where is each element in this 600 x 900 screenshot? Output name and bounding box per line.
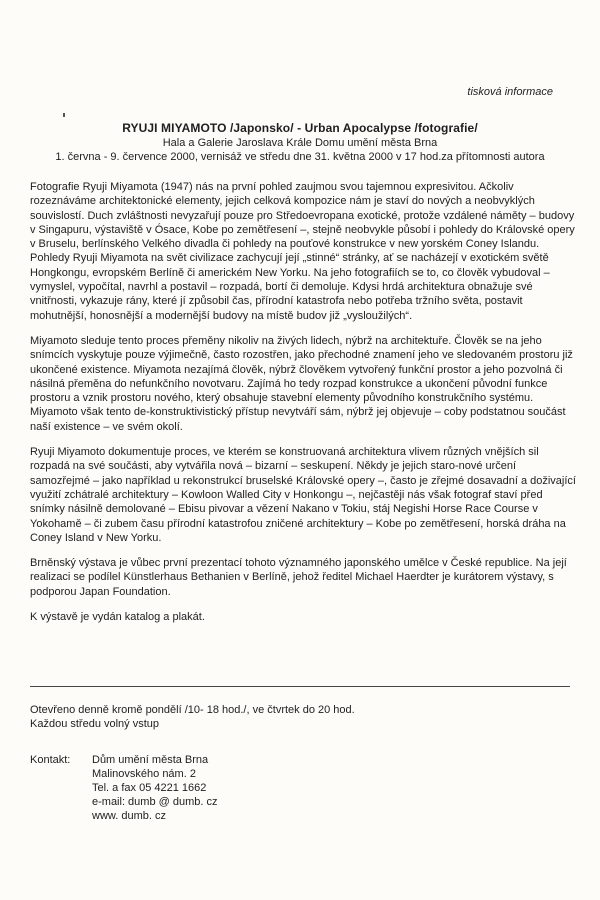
contact-website: www. dumb. cz — [92, 810, 166, 822]
contact-email: e-mail: dumb @ dumb. cz — [92, 796, 218, 808]
contact-phone: Tel. a fax 05 4221 1662 — [92, 782, 207, 794]
document-type-label: tisková informace — [467, 86, 553, 98]
contact-details — [92, 753, 392, 823]
paragraph-5: K výstavě je vydán katalog a plakát. — [30, 611, 205, 624]
header — [30, 121, 570, 163]
contact-institution: Dům umění města Brna — [92, 754, 209, 766]
free-entry-line: Každou středu volný vstup — [30, 718, 160, 730]
contact-address: Malinovského nám. 2 — [92, 768, 196, 780]
paragraph-4: Brněnský výstava je vůbec první prezentací tohoto významného japonského umělce v České republice. Na její realizaci se podílel Künstlerhaus Bethanien v Berlíně, jehož ředitel Michael Haerdter je kurátorem výstavy, s podporou Japan Foundation. — [30, 557, 567, 598]
divider — [30, 686, 570, 687]
body-text — [30, 180, 578, 635]
paragraph-1: Fotografie Ryuji Miyamota (1947) nás na první pohled zaujmou svou tajemnou expresivitou. Ačkoliv rozeznáváme architektonické elementy, jejich celková kompozice nám je staví do nových a neobvyklých souvislostí. Duch zvláštnosti nevyzařují pouze pro Středoevropana exotické, protože vzdálené náměty – budovy v Singapuru, výstaviště v Ósace, Kobe po zemětřesení –, stejně neobvykle působí i pohledy do Královské opery v Bruselu, berlínského Velkého divadla či pohledy na pouťové konstrukce v new yorském Coney Islandu. Pohledy Ryuji Miyamota na svět civilizace zachycují její „stinné“ stránky, ať se nacházejí v exotickém světě Hongkongu, evropském Berlíně či americkém New Yorku. Na jeho fotografiích se to, co člověk vybudoval – vymyslel, vypočítal, navrhl a postavil – rozpadá, bortí či demoluje. Kdysi hrdá architektura obnažuje své vnitřnosti, vykazuje rány, které jí způsobil čas, přírodní katastrofa nebo potřeba tržního světa, postavit mohutnější, honosnější a modernější budovy na místě budov již „vysloužilých“. — [30, 181, 575, 322]
dates-line: 1. června - 9. července 2000, vernisáž ve středu dne 31. května 2000 v 17 hod.za přítomnosti autora — [55, 151, 545, 163]
contact-label: Kontakt: — [30, 754, 71, 766]
exhibition-title: RYUJI MIYAMOTO /Japonsko/ - Urban Apocalypse /fotografie/ — [122, 121, 478, 135]
opening-hours — [30, 703, 355, 731]
scan-speck — [63, 113, 65, 117]
paragraph-2: Miyamoto sleduje tento proces přeměny nikoliv na živých lidech, nýbrž na architektuře. Člověk se na jeho snímcích vyskytuje pouze výjimečně, často rozostřen, jako přechodné znamení jeho ve sledovaném prostoru již ukončené existence. Miyamota nezajímá člověk, nýbrž člověkem vytvořený funkční prostor a jeho pozvolná či násilná přeměna do nefunkčního novotvaru. Zajímá ho tedy rozpad konstrukce a ukončení původní funkce prostoru a vznik prostoru nového, který obsahuje stavební elementy původního konstrukčního systému. Miyamoto však tento de-konstruktivistický přístup nevytváří sám, nýbrž jej objevuje – coby podstatnou součást naší existence – ve svém okolí. — [30, 334, 573, 433]
venue-line: Hala a Galerie Jaroslava Krále Domu umění města Brna — [162, 137, 438, 149]
paragraph-3: Ryuji Miyamoto dokumentuje proces, ve kterém se konstruovaná architektura vlivem různých vnějších sil rozpadá na své součásti, aby vytvářila nová – bizarní – seskupení. Někdy je jejich staro-nové určení samozřejmé – jako například u rekonstrukcí bruselské Královské opery –, často je zřejmé dosavadní a doživající využití zchátralé architektury – Kowloon Walled City v Honkongu –, nejčastěji nás však fotograf staví před snímky násilně demolované – Ebisu pivovar a vězení Nakano v Tokiu, stáj Negishi Horse Race Course v Yokohamě – či zubem času přírodní katastrofou zničené architektury – Kobe po zemětřesení, horská dráha na Coney Island v New Yorku. — [30, 446, 576, 544]
opening-hours-line: Otevřeno denně kromě pondělí /10- 18 hod./, ve čtvrtek do 20 hod. — [30, 704, 355, 716]
